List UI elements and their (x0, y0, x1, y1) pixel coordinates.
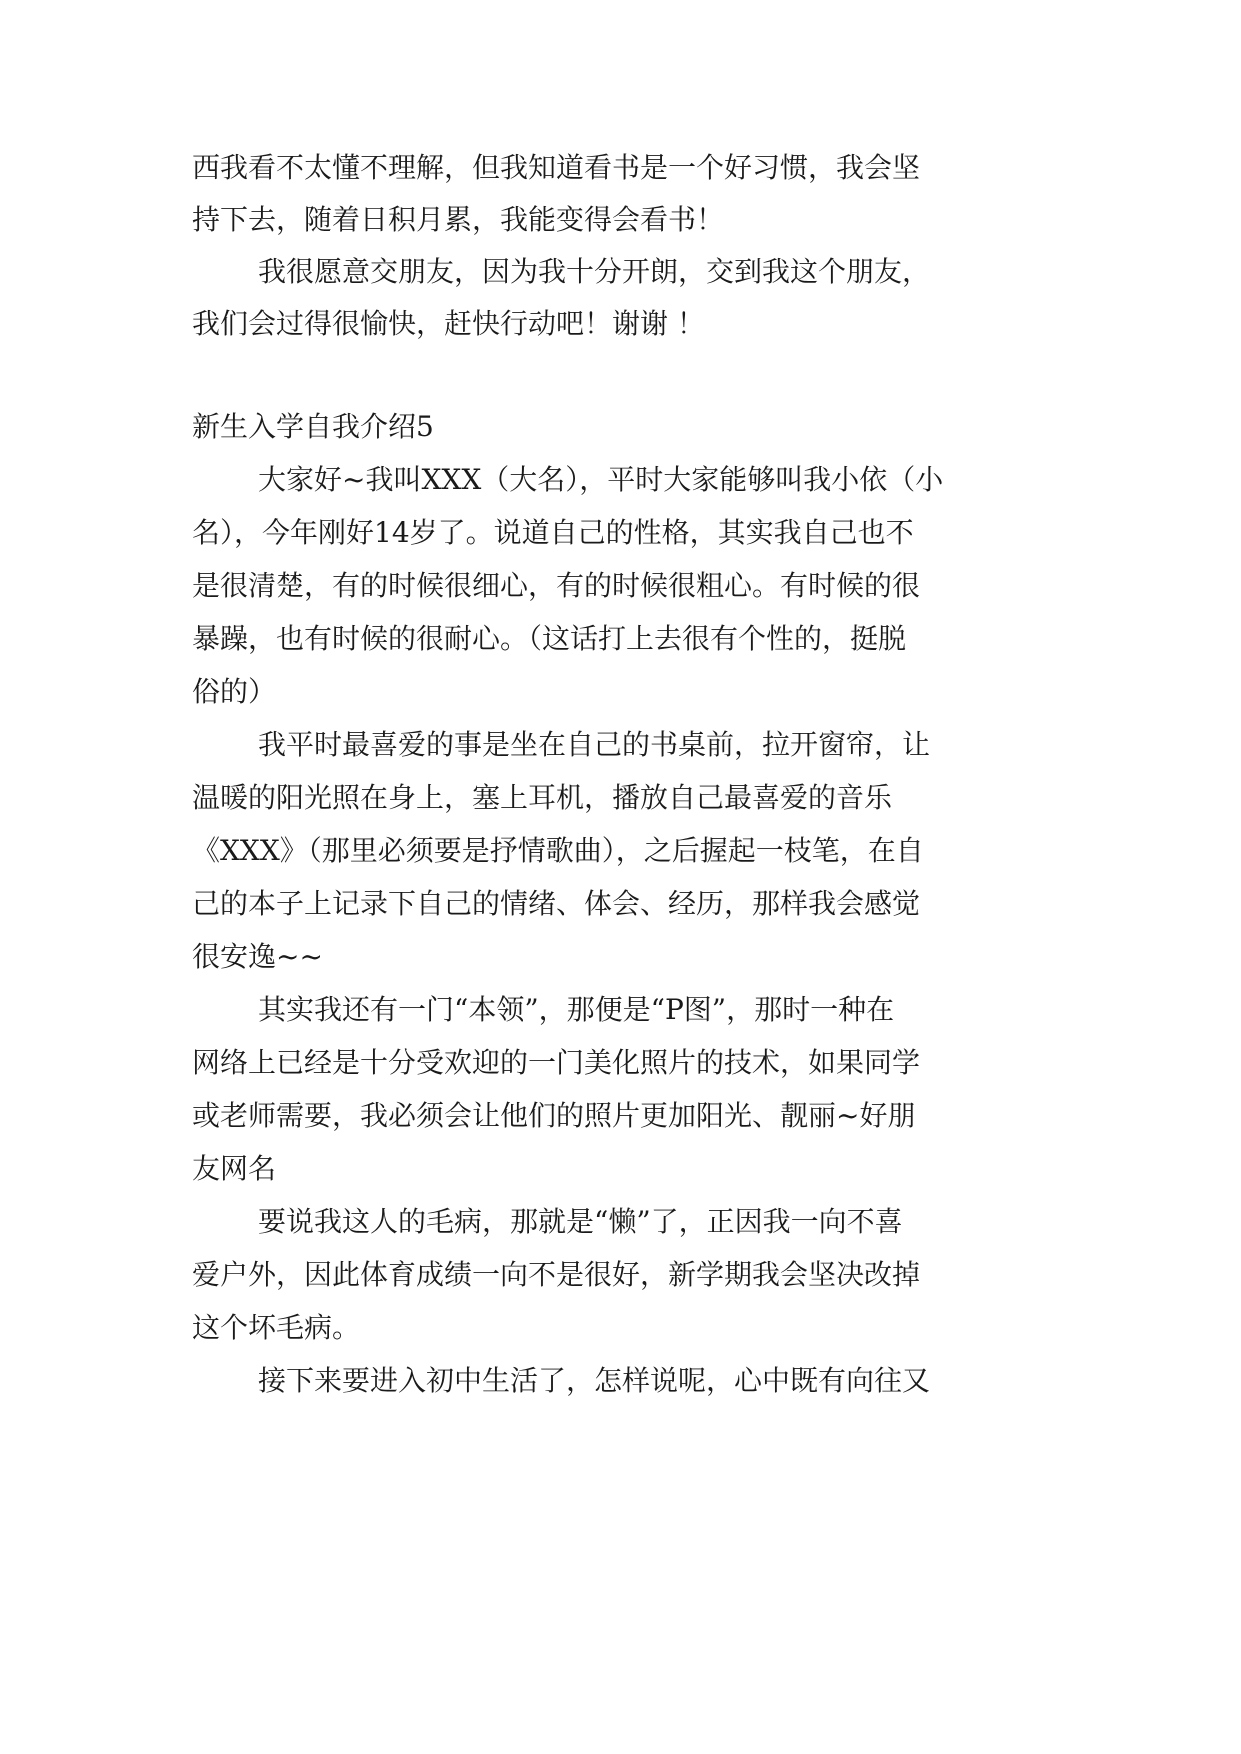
text-line: 温暖的阳光照在身上，塞上耳机，播放自己最喜爱的音乐 (192, 781, 893, 814)
text-line: 我平时最喜爱的事是坐在自己的书桌前，拉开窗帘，让 (258, 728, 931, 761)
text-line: 爱户外，因此体育成绩一向不是很好，新学期我会坚决改掉 (192, 1258, 921, 1291)
text-line: 大家好~我叫XXX（大名），平时大家能够叫我小依（小 (258, 463, 944, 496)
text-line: 我们会过得很愉快，赶快行动吧！谢谢 ！ (192, 307, 705, 340)
text-line: 名），今年刚好14岁了。说道自己的性格，其实我自己也不 (192, 516, 914, 549)
text-line: 或老师需要，我必须会让他们的照片更加阳光、靓丽~好朋 (192, 1099, 916, 1132)
text-line: 要说我这人的毛病，那就是“懒”了，正因我一向不喜 (258, 1205, 903, 1238)
text-line: 暴躁，也有时候的很耐心。（这话打上去很有个性的，挺脱 (192, 622, 907, 655)
text-line: 《XXX》（那里必须要是抒情歌曲），之后握起一枝笔，在自 (192, 834, 924, 867)
text-line: 是很清楚，有的时候很细心，有的时候很粗心。有时候的很 (192, 569, 921, 602)
text-line: 俗的） (192, 675, 277, 708)
text-line: 其实我还有一门“本领”，那便是“P图”，那时一种在 (258, 993, 895, 1026)
text-line: 己的本子上记录下自己的情绪、体会、经历，那样我会感觉 (192, 887, 921, 920)
section-heading: 新生入学自我介绍5 (192, 410, 434, 443)
text-line: 我很愿意交朋友，因为我十分开朗，交到我这个朋友， (258, 255, 931, 288)
text-line: 接下来要进入初中生活了，怎样说呢，心中既有向往又 (258, 1364, 931, 1397)
text-line: 友网名 (192, 1152, 277, 1185)
text-line: 持下去，随着日积月累，我能变得会看书！ (192, 203, 725, 236)
text-line: 很安逸~~ (192, 940, 323, 973)
text-line: 西我看不太懂不理解，但我知道看书是一个好习惯，我会坚 (192, 151, 921, 184)
text-line: 网络上已经是十分受欢迎的一门美化照片的技术，如果同学 (192, 1046, 921, 1079)
text-line: 这个坏毛病。 (192, 1311, 361, 1344)
